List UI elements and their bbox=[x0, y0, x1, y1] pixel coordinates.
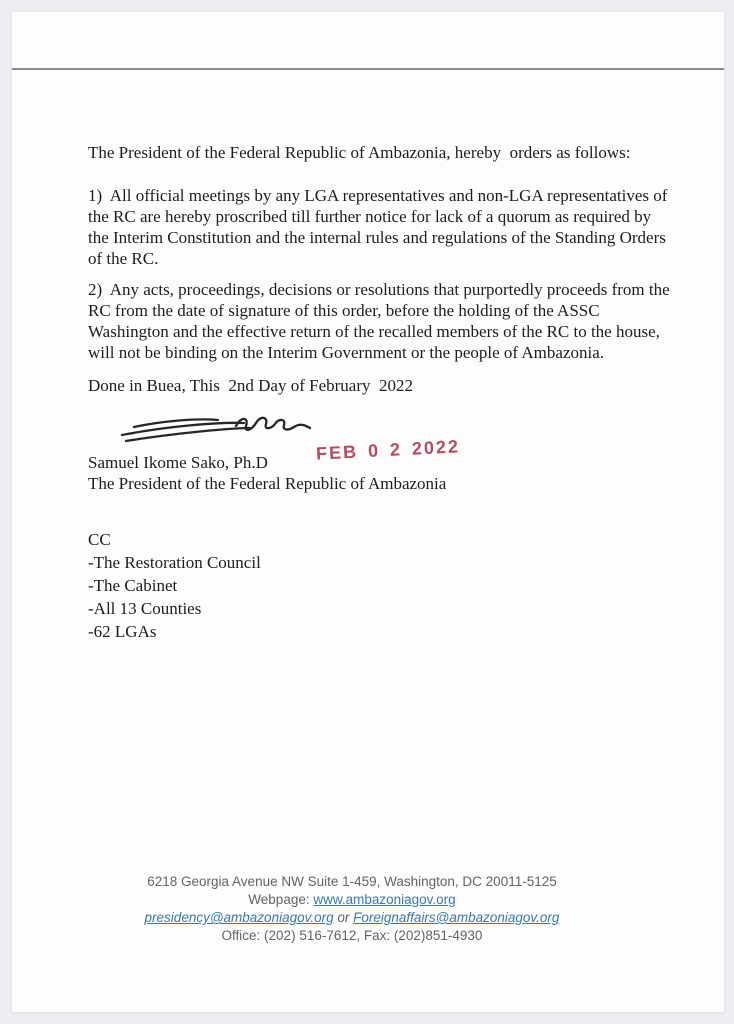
cc-recipient-restoration-council: -The Restoration Council bbox=[88, 553, 261, 572]
scanned-letter-page bbox=[12, 12, 724, 1012]
cc-block bbox=[88, 528, 673, 643]
email-conjunction: or bbox=[333, 910, 354, 925]
presidency-email-link[interactable]: presidency@ambazoniagov.org bbox=[144, 910, 334, 925]
footer-webpage-line bbox=[12, 891, 692, 909]
foreignaffairs-email-link[interactable]: Foreignaffairs@ambazoniagov.org bbox=[353, 910, 560, 925]
signatory-name: Samuel Ikome Sako, Ph.D bbox=[88, 453, 268, 472]
date-stamp: FEB 0 2 2022 bbox=[315, 436, 461, 464]
cc-recipient-cabinet: -The Cabinet bbox=[88, 576, 178, 595]
webpage-label: Webpage: bbox=[248, 892, 314, 907]
signatory-title: The President of the Federal Republic of Ambazonia bbox=[88, 474, 447, 493]
intro-line: The President of the Federal Republic of Ambazonia, hereby orders as follows: bbox=[88, 143, 631, 162]
footer-email-line bbox=[12, 909, 692, 927]
signature-block bbox=[88, 436, 673, 473]
webpage-link[interactable]: www.ambazoniagov.org bbox=[313, 892, 456, 907]
cc-recipient-counties: -All 13 Counties bbox=[88, 599, 202, 618]
header-divider-rule bbox=[12, 68, 724, 70]
footer-address: 6218 Georgia Avenue NW Suite 1-459, Washington, DC 20011-5125 bbox=[147, 874, 557, 889]
dateline: Done in Buea, This 2nd Day of February 2022 bbox=[88, 376, 413, 395]
order-paragraph-1: 1) All official meetings by any LGA representatives and non-LGA representatives of the RC are hereby proscribed till further notice for lack of a quorum as required by the Interim Constitution and the internal rules and regulations of the Standing Orders of the RC. bbox=[88, 186, 672, 268]
footer-office-line: Office: (202) 516-7612, Fax: (202)851-4930 bbox=[221, 928, 483, 943]
cc-recipient-lgas: -62 LGAs bbox=[88, 622, 157, 641]
letterhead-footer bbox=[12, 873, 692, 945]
letter-body bbox=[88, 142, 673, 643]
order-paragraph-2: 2) Any acts, proceedings, decisions or resolutions that purportedly proceeds from the RC from the date of signature of this order, before the holding of the ASSC Washington and the effective return of the recalled members of the RC to the house, will not be binding on the Interim Government or the people of Ambazonia. bbox=[88, 280, 674, 362]
cc-label: CC bbox=[88, 530, 111, 549]
signature-scribble bbox=[118, 408, 323, 452]
